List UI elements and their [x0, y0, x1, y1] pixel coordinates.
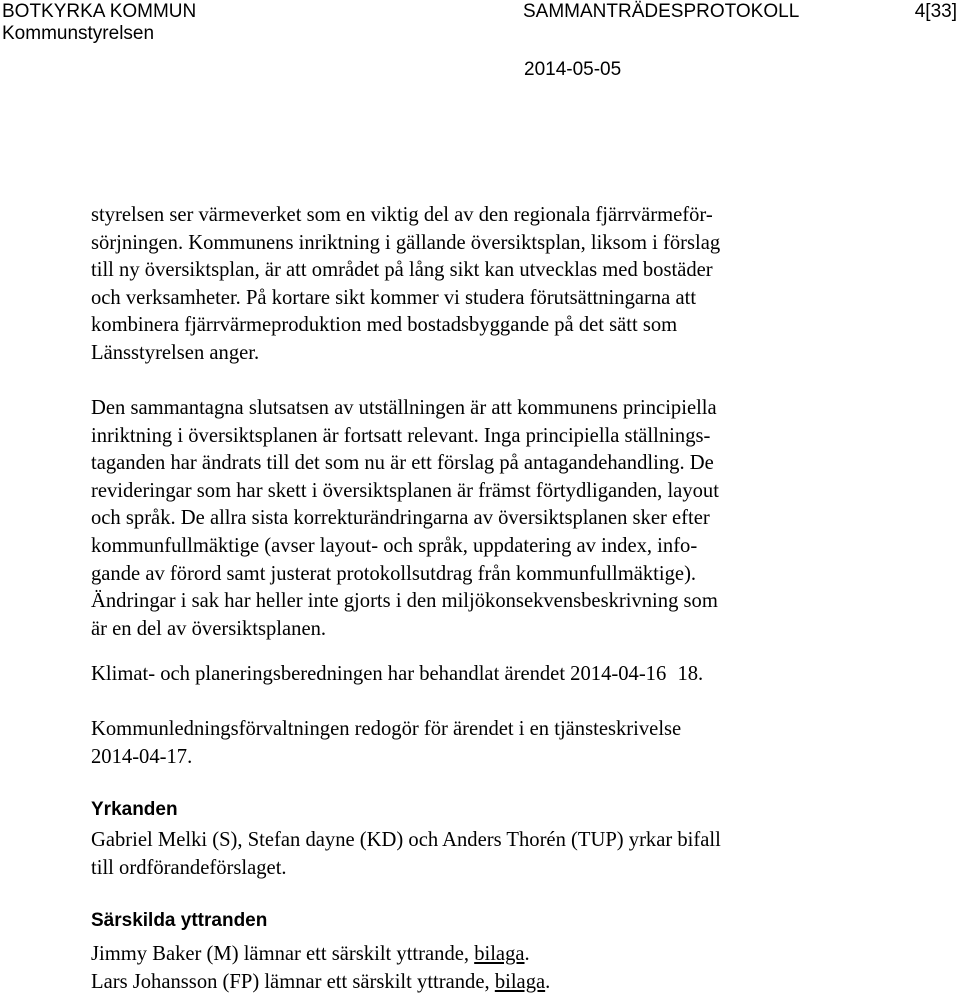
- committee-text: Klimat- och planeringsberedningen har behandlat ärendet 2014-04-16: [91, 663, 667, 685]
- text-line: kommunfullmäktige (avser layout- och språk, uppdatering av index, info-: [91, 534, 698, 557]
- text-line: [91, 941, 921, 969]
- section-number: 18.: [677, 663, 704, 685]
- text-line: och verksamheter. På kortare sikt kommer vi studera förutsättningarna att: [91, 286, 697, 309]
- page-number: 4[33]: [914, 1, 957, 22]
- text-line: är en del av översiktsplanen.: [91, 617, 327, 640]
- heading-sarskilda-yttranden: Särskilda yttranden: [91, 910, 268, 931]
- text-line: Den sammantagna slutsatsen av utställningen är att kommunens principiella: [91, 397, 717, 419]
- text-line: gande av förord samt justerat protokollsutdrag från kommunfullmäktige).: [91, 562, 697, 585]
- bilaga-link[interactable]: bilaga: [494, 970, 546, 993]
- text-line: revideringar som har skett i översiktsplanen är främst förtydliganden, layout: [91, 479, 719, 502]
- text-line: inriktning i översiktsplanen är fortsatt relevant. Inga principiella ställnings-: [91, 424, 711, 447]
- text-line: styrelsen ser värmeverket som en viktig del av den regionala fjärrvärmeför-: [91, 204, 713, 226]
- department-name: Kommunstyrelsen: [2, 23, 155, 44]
- text-line: Länsstyrelsen anger.: [91, 341, 260, 364]
- document-type: SAMMANTRÄDESPROTOKOLL: [523, 1, 800, 22]
- paragraph-conclusion: [91, 395, 921, 643]
- meeting-date: 2014-05-05: [524, 59, 622, 80]
- text-line: [91, 969, 921, 996]
- heading-yrkanden: Yrkanden: [91, 799, 178, 820]
- text-line: Kommunledningsförvaltningen redogör för ärendet i en tjänsteskrivelse: [91, 718, 682, 740]
- text-line: och språk. De allra sista korrekturändringarna av översiktsplanen sker efter: [91, 507, 710, 530]
- text-line: till ny översiktsplan, är att området på lång sikt kan utvecklas med bostäder: [91, 259, 713, 282]
- text-line: Ändringar i sak har heller inte gjorts i den miljökonsekvensbeskrivning som: [91, 590, 718, 613]
- statement-text: Jimmy Baker (M) lämnar ett särskilt yttrande,: [91, 943, 470, 965]
- text-line: taganden har ändrats till det som nu är ett förslag på antagandehandling. De: [91, 452, 714, 475]
- text-line: [91, 661, 921, 689]
- text-line: kombinera fjärrvärmeproduktion med bostadsbyggande på det sätt som: [91, 314, 678, 337]
- text-line: 2014-04-17.: [91, 745, 193, 768]
- paragraph-yrkanden: [91, 827, 921, 882]
- statement-text: Lars Johansson (FP) lämnar ett särskilt yttrande,: [91, 970, 490, 993]
- paragraph-district-heating: [91, 202, 921, 368]
- paragraph-committee: [91, 661, 921, 689]
- period: .: [524, 943, 530, 965]
- text-line: till ordförandeförslaget.: [91, 856, 287, 879]
- paragraph-administration: [91, 716, 921, 771]
- text-line: Gabriel Melki (S), Stefan dayne (KD) och Anders Thorén (TUP) yrkar bifall: [91, 829, 721, 851]
- text-line: sörjningen. Kommunens inriktning i gällande översiktsplan, liksom i förslag: [91, 231, 721, 254]
- period: .: [545, 970, 551, 993]
- organization-name: BOTKYRKA KOMMUN: [2, 1, 197, 22]
- bilaga-link[interactable]: bilaga: [474, 943, 525, 965]
- paragraph-sarskilda-yttranden: [91, 941, 921, 996]
